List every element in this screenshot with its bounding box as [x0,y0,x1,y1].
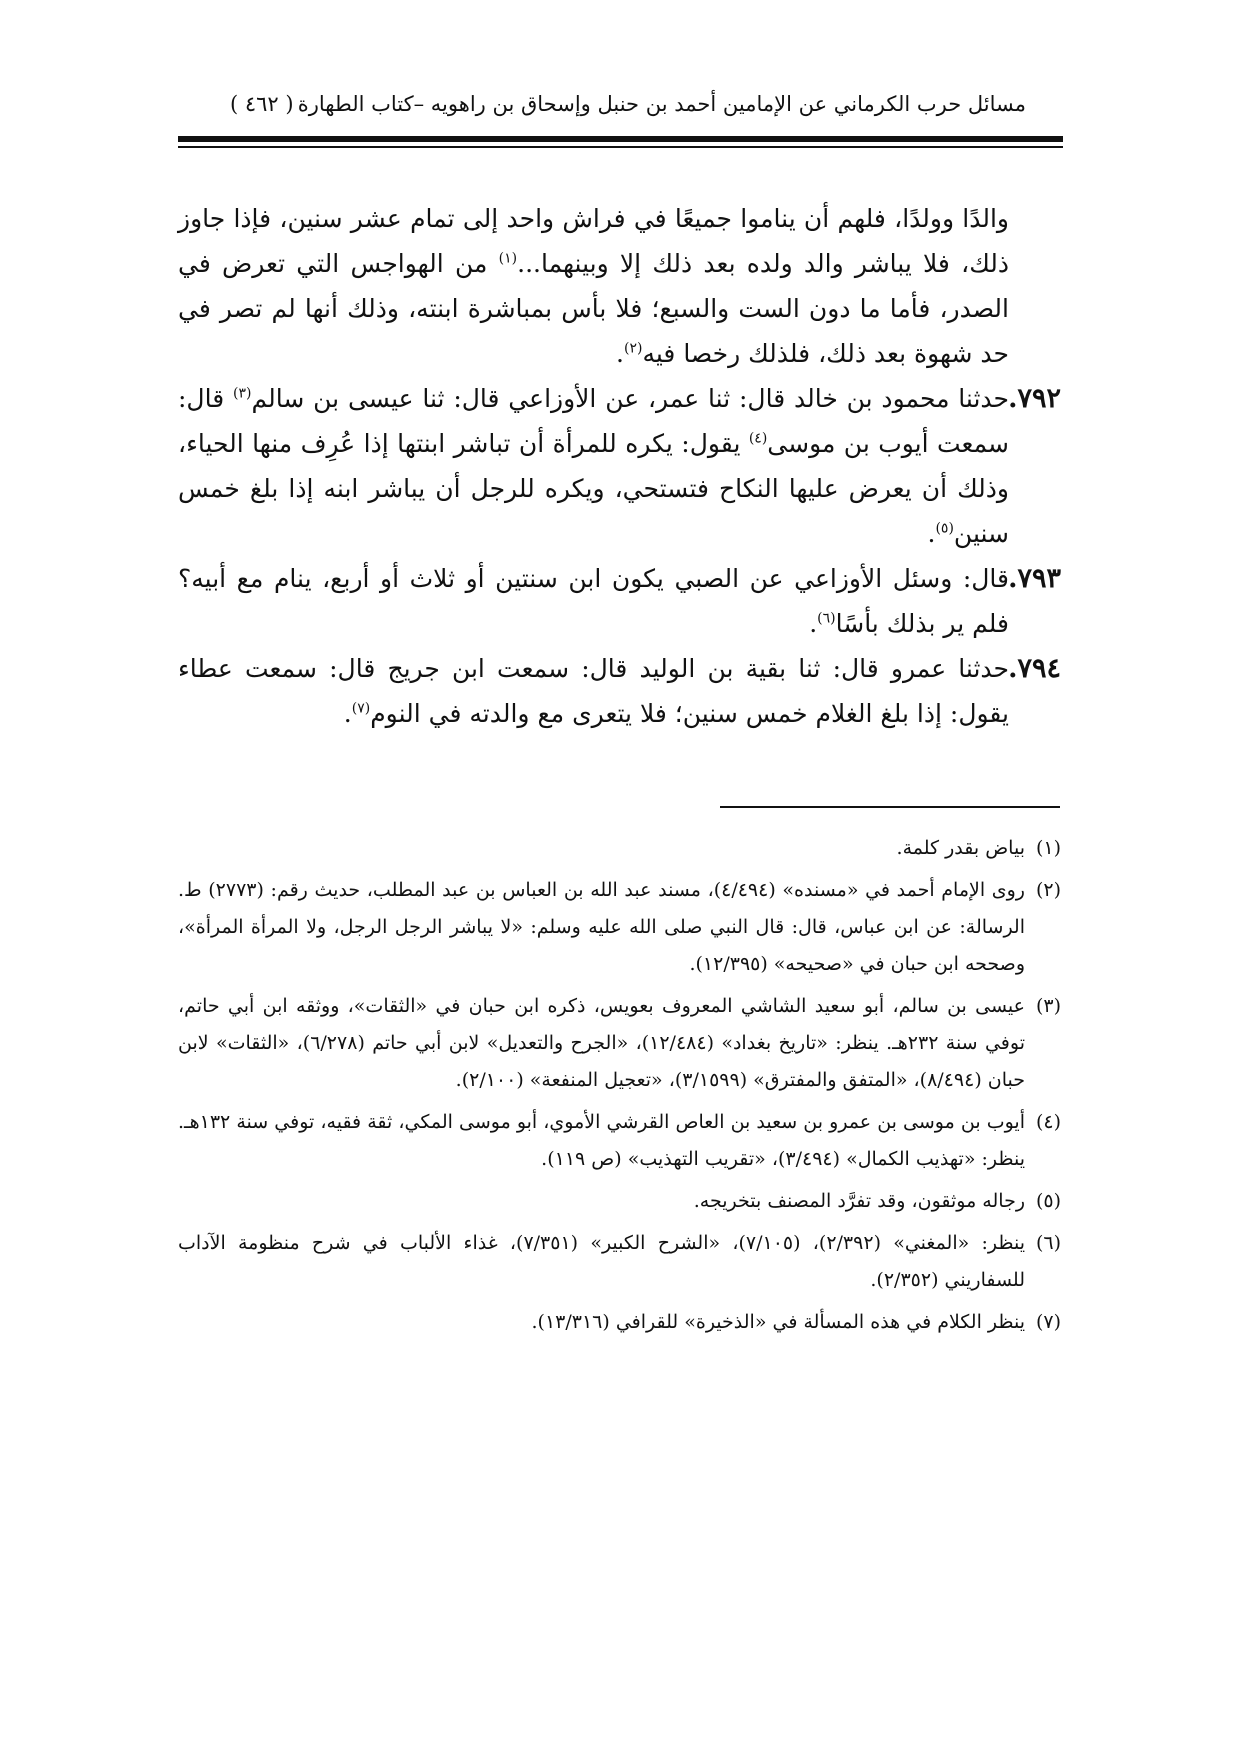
footnote-number: (١) [1035,837,1061,859]
footnote-number: (٦) [1035,1232,1061,1254]
footnote-separator [720,806,1060,808]
running-header [230,84,1026,124]
entry-text: قال: سمعت أيوب بن موسى [178,384,1009,458]
footnote-number: (٤) [1035,1111,1061,1133]
footnote-text: بياض بقدر كلمة. [896,837,1025,859]
header-rule-thin [178,146,1063,148]
footnote-ref[interactable]: (٧) [351,700,371,717]
footnote-text: ينظر الكلام في هذه المسألة في «الذخيرة» للقرافي (١٣/٣١٦). [531,1311,1025,1333]
footnote-number: (٥) [1035,1190,1061,1212]
footnote-ref[interactable]: (٢) [624,340,643,357]
footnote-number: (٣) [1035,995,1061,1017]
footnotes [178,830,1061,1346]
intro-paragraph: والدًا وولدًا، فلهم أن يناموا جميعًا في فراش واحد إلى تمام عشر سنين، فإذا جاوز ذلك، فلا يباشر والد ولده بعد ذلك إلا وبينهما...$^{(١)}$ من الهواجس التي تعرض في الصدر، فأما ما دون الست والسبع؛ فلا بأس بمباشرة ابنته، وذلك أنها لم تصر في حد شهوة بعد ذلك، فلذلك رخصا فيه$^{(٢)}$. [178,204,1010,368]
footnote [178,830,1061,867]
page-number: ( ٤٦٢ ) [230,92,294,116]
footnote-number: (٧) [1035,1311,1061,1333]
entry-number: ٧٩٣. [1008,563,1061,594]
footnote-text: رجاله موثقون، وقد تفرَّد المصنف بتخريجه. [693,1190,1025,1212]
footnote-ref[interactable]: (٤) [748,430,768,447]
header-rule-thick [178,136,1063,142]
footnote-text: عيسى بن سالم، أبو سعيد الشاشي المعروف بعويس، ذكره ابن حبان في «الثقات»، ووثقه ابن أبي حاتم، توفي سنة ٢٣٢هـ. ينظر: «تاريخ بغداد» (١٢/٤٨٤)، «الجرح والتعديل» لابن أبي حاتم (٦/٢٧٨)، «الثقات» لابن حبان (٨/٤٩٤)، «المتفق والمفترق» (٣/١٥٩٩)، «تعجيل المنفعة» (٢/١٠٠). [178,995,1025,1091]
footnote [178,988,1061,1099]
entry-792: ٧٩٢. حدثنا محمود بن خالد قال: ثنا عمر، عن الأوزاعي قال: ثنا عيسى بن سالم$^{(٣)}$ قال: سمعت أيوب بن موسى$^{(٤)}$ يقول: يكره للمرأة أن تباشر ابنتها إذا عُرِف منها الحياء، وذلك أن يعرض عليها النكاح فتستحي، ويكره للرجل أن يباشر ابنه إذا بلغ خمس سنين$^{(٥)}$. [178,376,1061,556]
footnote-ref[interactable]: (١) [498,250,518,267]
entry-text: قال: وسئل الأوزاعي عن الصبي يكون ابن سنتين أو ثلاث أو أربع، ينام مع أبيه؟ فلم ير بذلك بأسًا [178,564,1009,638]
footnote [178,1225,1061,1299]
entry-794: ٧٩٤. حدثنا عمرو قال: ثنا بقية بن الوليد قال: سمعت ابن جريج قال: سمعت عطاء يقول: إذا بلغ الغلام خمس سنين؛ فلا يتعرى مع والدته في النوم$^{(٧)}$. [178,646,1061,736]
footnote [178,872,1061,983]
footnote-ref[interactable]: (٥) [935,520,954,537]
footnote-text: أيوب بن موسى بن عمرو بن سعيد بن العاص القرشي الأموي، أبو موسى المكي، ثقة فقيه، توفي سنة ١٣٢هـ. ينظر: «تهذيب الكمال» (٣/٤٩٤)، «تقريب التهذيب» (ص ١١٩). [178,1111,1025,1170]
entry-number: ٧٩٤. [1008,653,1061,684]
footnote [178,1304,1061,1341]
entry-number: ٧٩٢. [1008,383,1061,414]
entry-793: ٧٩٣. قال: وسئل الأوزاعي عن الصبي يكون ابن سنتين أو ثلاث أو أربع، ينام مع أبيه؟ فلم ير بذلك بأسًا$^{(٦)}$. [178,556,1061,646]
entry-text: يقول: يكره للمرأة أن تباشر ابنتها إذا عُرِف منها الحياء، وذلك أن يعرض عليها النكاح فتستحي، ويكره للرجل أن يباشر ابنه إذا بلغ خمس سنين [178,429,1009,548]
entry-text: حدثنا عمرو قال: ثنا بقية بن الوليد قال: سمعت ابن جريج قال: سمعت عطاء يقول: إذا بلغ الغلام خمس سنين؛ فلا يتعرى مع والدته في النوم [178,654,1009,728]
main-text [178,196,1061,736]
footnote [178,1104,1061,1178]
footnote-text: ينظر: «المغني» (٢/٣٩٢)، (٧/١٠٥)، «الشرح الكبير» (٧/٣٥١)، غذاء الألباب في شرح منظومة الآداب للسفاريني (٢/٣٥٢). [178,1232,1025,1291]
footnote-ref[interactable]: (٦) [817,610,836,627]
header-title: مسائل حرب الكرماني عن الإمامين أحمد بن حنبل وإسحاق بن راهويه –كتاب الطهارة [297,92,1026,116]
intro-text: والدًا وولدًا، فلهم أن يناموا جميعًا في فراش واحد إلى تمام عشر سنين، فإذا جاوز ذلك، فلا يباشر والد ولده بعد ذلك إلا وبينهما... [178,204,1010,278]
footnote [178,1183,1061,1220]
footnote-text: روى الإمام أحمد في «مسنده» (٤/٤٩٤)، مسند عبد الله بن العباس بن عبد المطلب، حديث رقم: (٢٧٧٣) ط. الرسالة: عن ابن عباس، قال: قال النبي صلى الله عليه وسلم: «لا يباشر الرجل الرجل، ولا المرأة المرأة»، وصححه ابن حبان في «صحيحه» (١٢/٣٩٥). [178,879,1025,975]
entry-text: حدثنا محمود بن خالد قال: ثنا عمر، عن الأوزاعي قال: ثنا عيسى بن سالم [251,384,1009,413]
intro-text-cont: من الهواجس التي تعرض في الصدر، فأما ما دون الست والسبع؛ فلا بأس بمباشرة ابنته، وذلك أنها لم تصر في حد شهوة بعد ذلك، فلذلك رخصا فيه [178,249,1009,368]
footnote-ref[interactable]: (٣) [233,385,252,402]
footnote-number: (٢) [1035,879,1061,901]
